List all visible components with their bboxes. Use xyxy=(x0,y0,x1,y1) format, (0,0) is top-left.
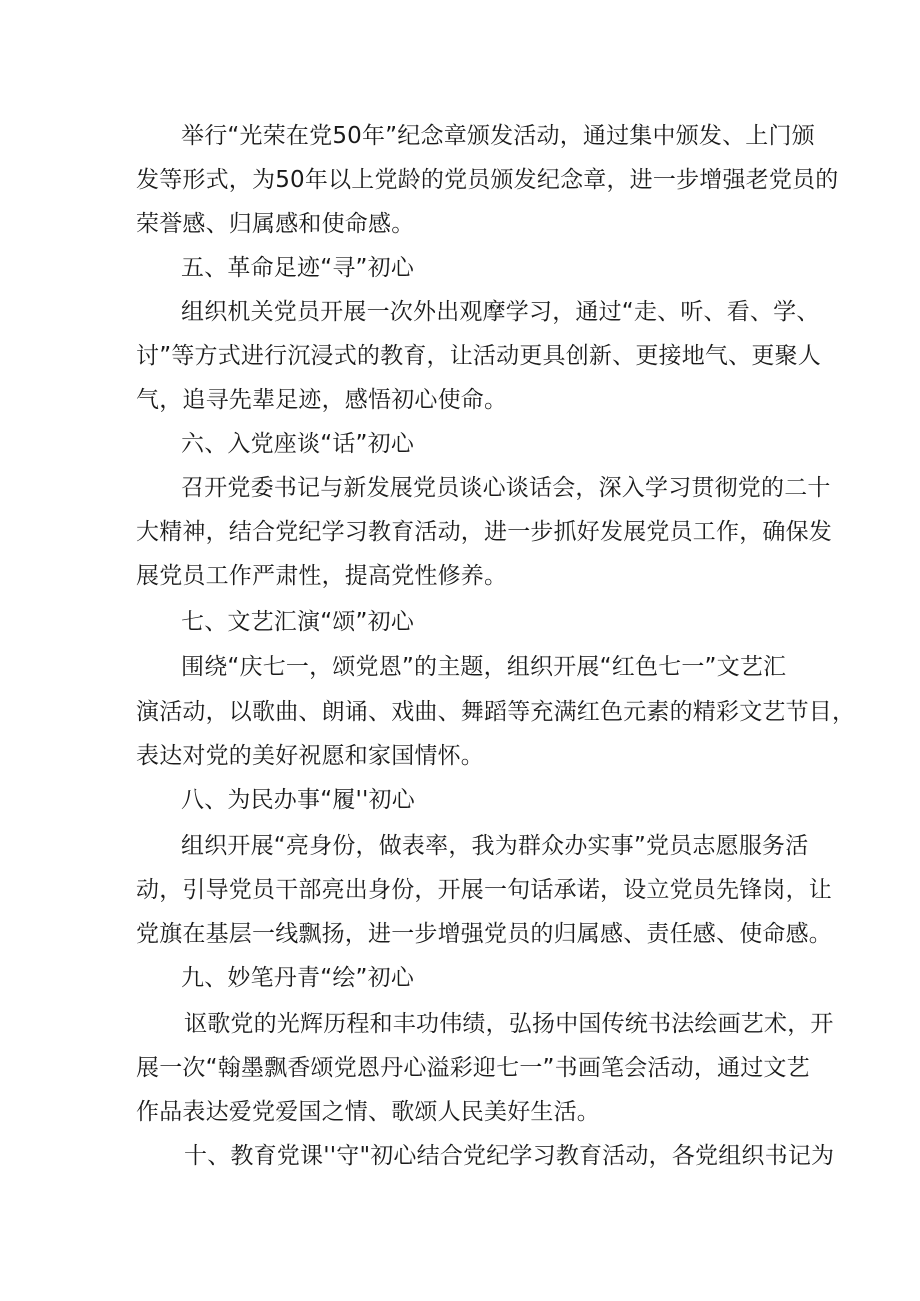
section-heading: 六、入党座谈“话”初心 xyxy=(181,431,415,457)
section-heading: 七、文艺汇演“颂”初心 xyxy=(181,609,415,635)
body-line: 组织机关党员开展一次外出观摩学习，通过“走、听、看、学、 xyxy=(181,299,820,325)
body-line: 大精神，结合党纪学习教育活动，进一步抓好发展党员工作，确保发 xyxy=(136,519,832,545)
body-line: 讴歌党的光辉历程和丰功伟绩，弘扬中国传统书法绘画艺术，开 xyxy=(184,1011,834,1037)
body-line: 讨”等方式进行沉浸式的教育，让活动更具创新、更接地气、更聚人 xyxy=(136,343,821,369)
body-line: 党旗在基层一线飘扬，进一步增强党员的归属感、责任感、使命感。 xyxy=(136,921,832,947)
body-line: 气，追寻先辈足迹，感悟初心使命。 xyxy=(136,387,508,413)
body-line: 演活动，以歌曲、朗诵、戏曲、舞蹈等充满红色元素的精彩文艺节目， xyxy=(136,699,856,725)
body-line: 召开党委书记与新发展党员谈心谈话会，深入学习贯彻党的二十 xyxy=(181,475,831,501)
body-line: 作品表达爱党爱国之情、歌颂人民美好生活。 xyxy=(136,1099,600,1125)
body-line: 动，引导党员干部亮出身份，开展一句话承诺，设立党员先锋岗，让 xyxy=(136,877,832,903)
body-line: 围绕“庆七一，颂党恩”的主题，组织开展“红色七一”文艺汇 xyxy=(181,654,787,680)
body-line: 展党员工作严肃性，提高党性修养。 xyxy=(136,563,508,589)
body-line: 组织开展“亮身份，做表率，我为群众办实事”党员志愿服务活 xyxy=(181,833,809,859)
section-heading: 九、妙笔丹青“绘”初心 xyxy=(181,965,415,991)
section-heading-with-body: 十、教育党课''守"初心结合党纪学习教育活动，各党组织书记为 xyxy=(184,1143,835,1169)
body-line: 展一次“翰墨飘香颂党恩丹心溢彩迎七一”书画笔会活动，通过文艺 xyxy=(136,1055,810,1081)
section-heading: 八、为民办事“履''初心 xyxy=(181,787,415,813)
body-line: 发等形式，为50年以上党龄的党员颁发纪念章，进一步增强老党员的 xyxy=(136,167,839,193)
body-line: 荣誉感、归属感和使命感。 xyxy=(136,211,415,237)
body-line: 表达对党的美好祝愿和家国情怀。 xyxy=(136,743,484,769)
body-line: 举行“光荣在党50年”纪念章颁发活动，通过集中颁发、上门颁 xyxy=(181,123,815,149)
section-heading: 五、革命足迹“寻”初心 xyxy=(181,255,415,281)
